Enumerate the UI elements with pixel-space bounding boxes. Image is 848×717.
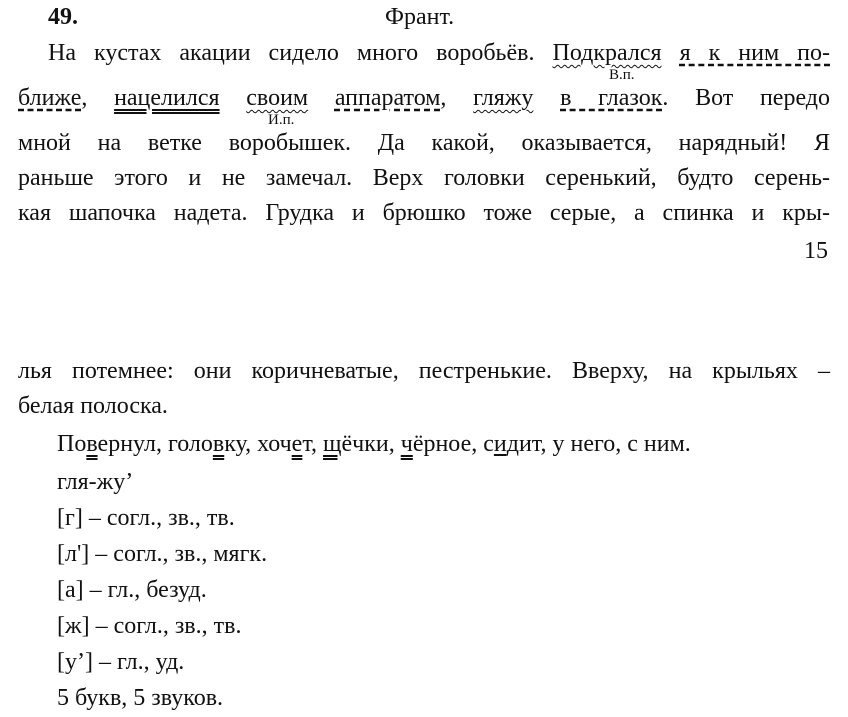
predicate: нацелился: [114, 85, 220, 111]
text: ку, хоч: [224, 431, 292, 457]
exercise-title: Франт.: [385, 4, 455, 30]
adverbial: ближе: [18, 85, 82, 111]
marked-letter: и: [493, 431, 507, 457]
adverbial: в глазок: [560, 85, 663, 111]
text-line-7: белая полоска.: [18, 393, 168, 419]
annotation-case: И.п.: [268, 112, 295, 128]
marked-letter: в: [212, 431, 225, 457]
marked-letter: е: [291, 431, 303, 457]
space: [533, 85, 560, 111]
summary: 5 букв, 5 звуков.: [57, 685, 224, 711]
text: ,: [440, 85, 474, 111]
exercise-number: 49.: [48, 4, 78, 30]
attribute: своим: [246, 85, 309, 111]
space: [220, 85, 247, 111]
marked-letter: ч: [400, 431, 413, 457]
text: По: [57, 431, 87, 457]
text: ёрное, с: [412, 431, 494, 457]
text-line-6: лья потемнее: они коричневатые, пестренькие. Вверху, на крыльях –: [18, 358, 830, 384]
text-line-1: [48, 40, 830, 66]
text: На кустах акации сидело много воробьёв.: [48, 40, 553, 66]
object: аппаратом: [334, 85, 441, 111]
text-line-4: раньше этого и не замечал. Верх головки серенький, будто серень-: [18, 165, 830, 191]
analysed-word: гля-жу’: [57, 469, 134, 495]
text: . Вот передо: [662, 85, 830, 111]
space: [662, 40, 680, 66]
predicate: гляжу: [473, 85, 534, 111]
text: ернул, голо: [97, 431, 213, 457]
text-line-5: кая шапочка надета. Грудка и брюшко тоже серые, а спинка и кры-: [18, 200, 830, 226]
sound-row: [ж] – согл., зв., тв.: [57, 613, 242, 639]
annotation-case: В.п.: [609, 67, 635, 83]
sound-row: [л'] – согл., зв., мягк.: [57, 541, 268, 567]
text-line-2: [18, 85, 830, 111]
adverbial: я к ним по-: [679, 40, 830, 66]
words-line: [57, 431, 691, 457]
text: ёчки,: [341, 431, 401, 457]
page-number: 15: [804, 238, 828, 264]
sound-row: [а] – гл., безуд.: [57, 577, 207, 603]
text-line-3: мной на ветке воробышек. Да какой, оказывается, нарядный! Я: [18, 130, 830, 156]
marked-letter: щ: [323, 431, 342, 457]
text: т,: [302, 431, 324, 457]
predicate: Подкрался: [552, 40, 662, 66]
marked-letter: в: [86, 431, 98, 457]
sound-row: [у’] – гл., уд.: [57, 649, 185, 675]
sound-row: [г] – согл., зв., тв.: [57, 505, 235, 531]
space: [308, 85, 335, 111]
text: дит, у него, с ним.: [506, 431, 691, 457]
text: ,: [81, 85, 115, 111]
